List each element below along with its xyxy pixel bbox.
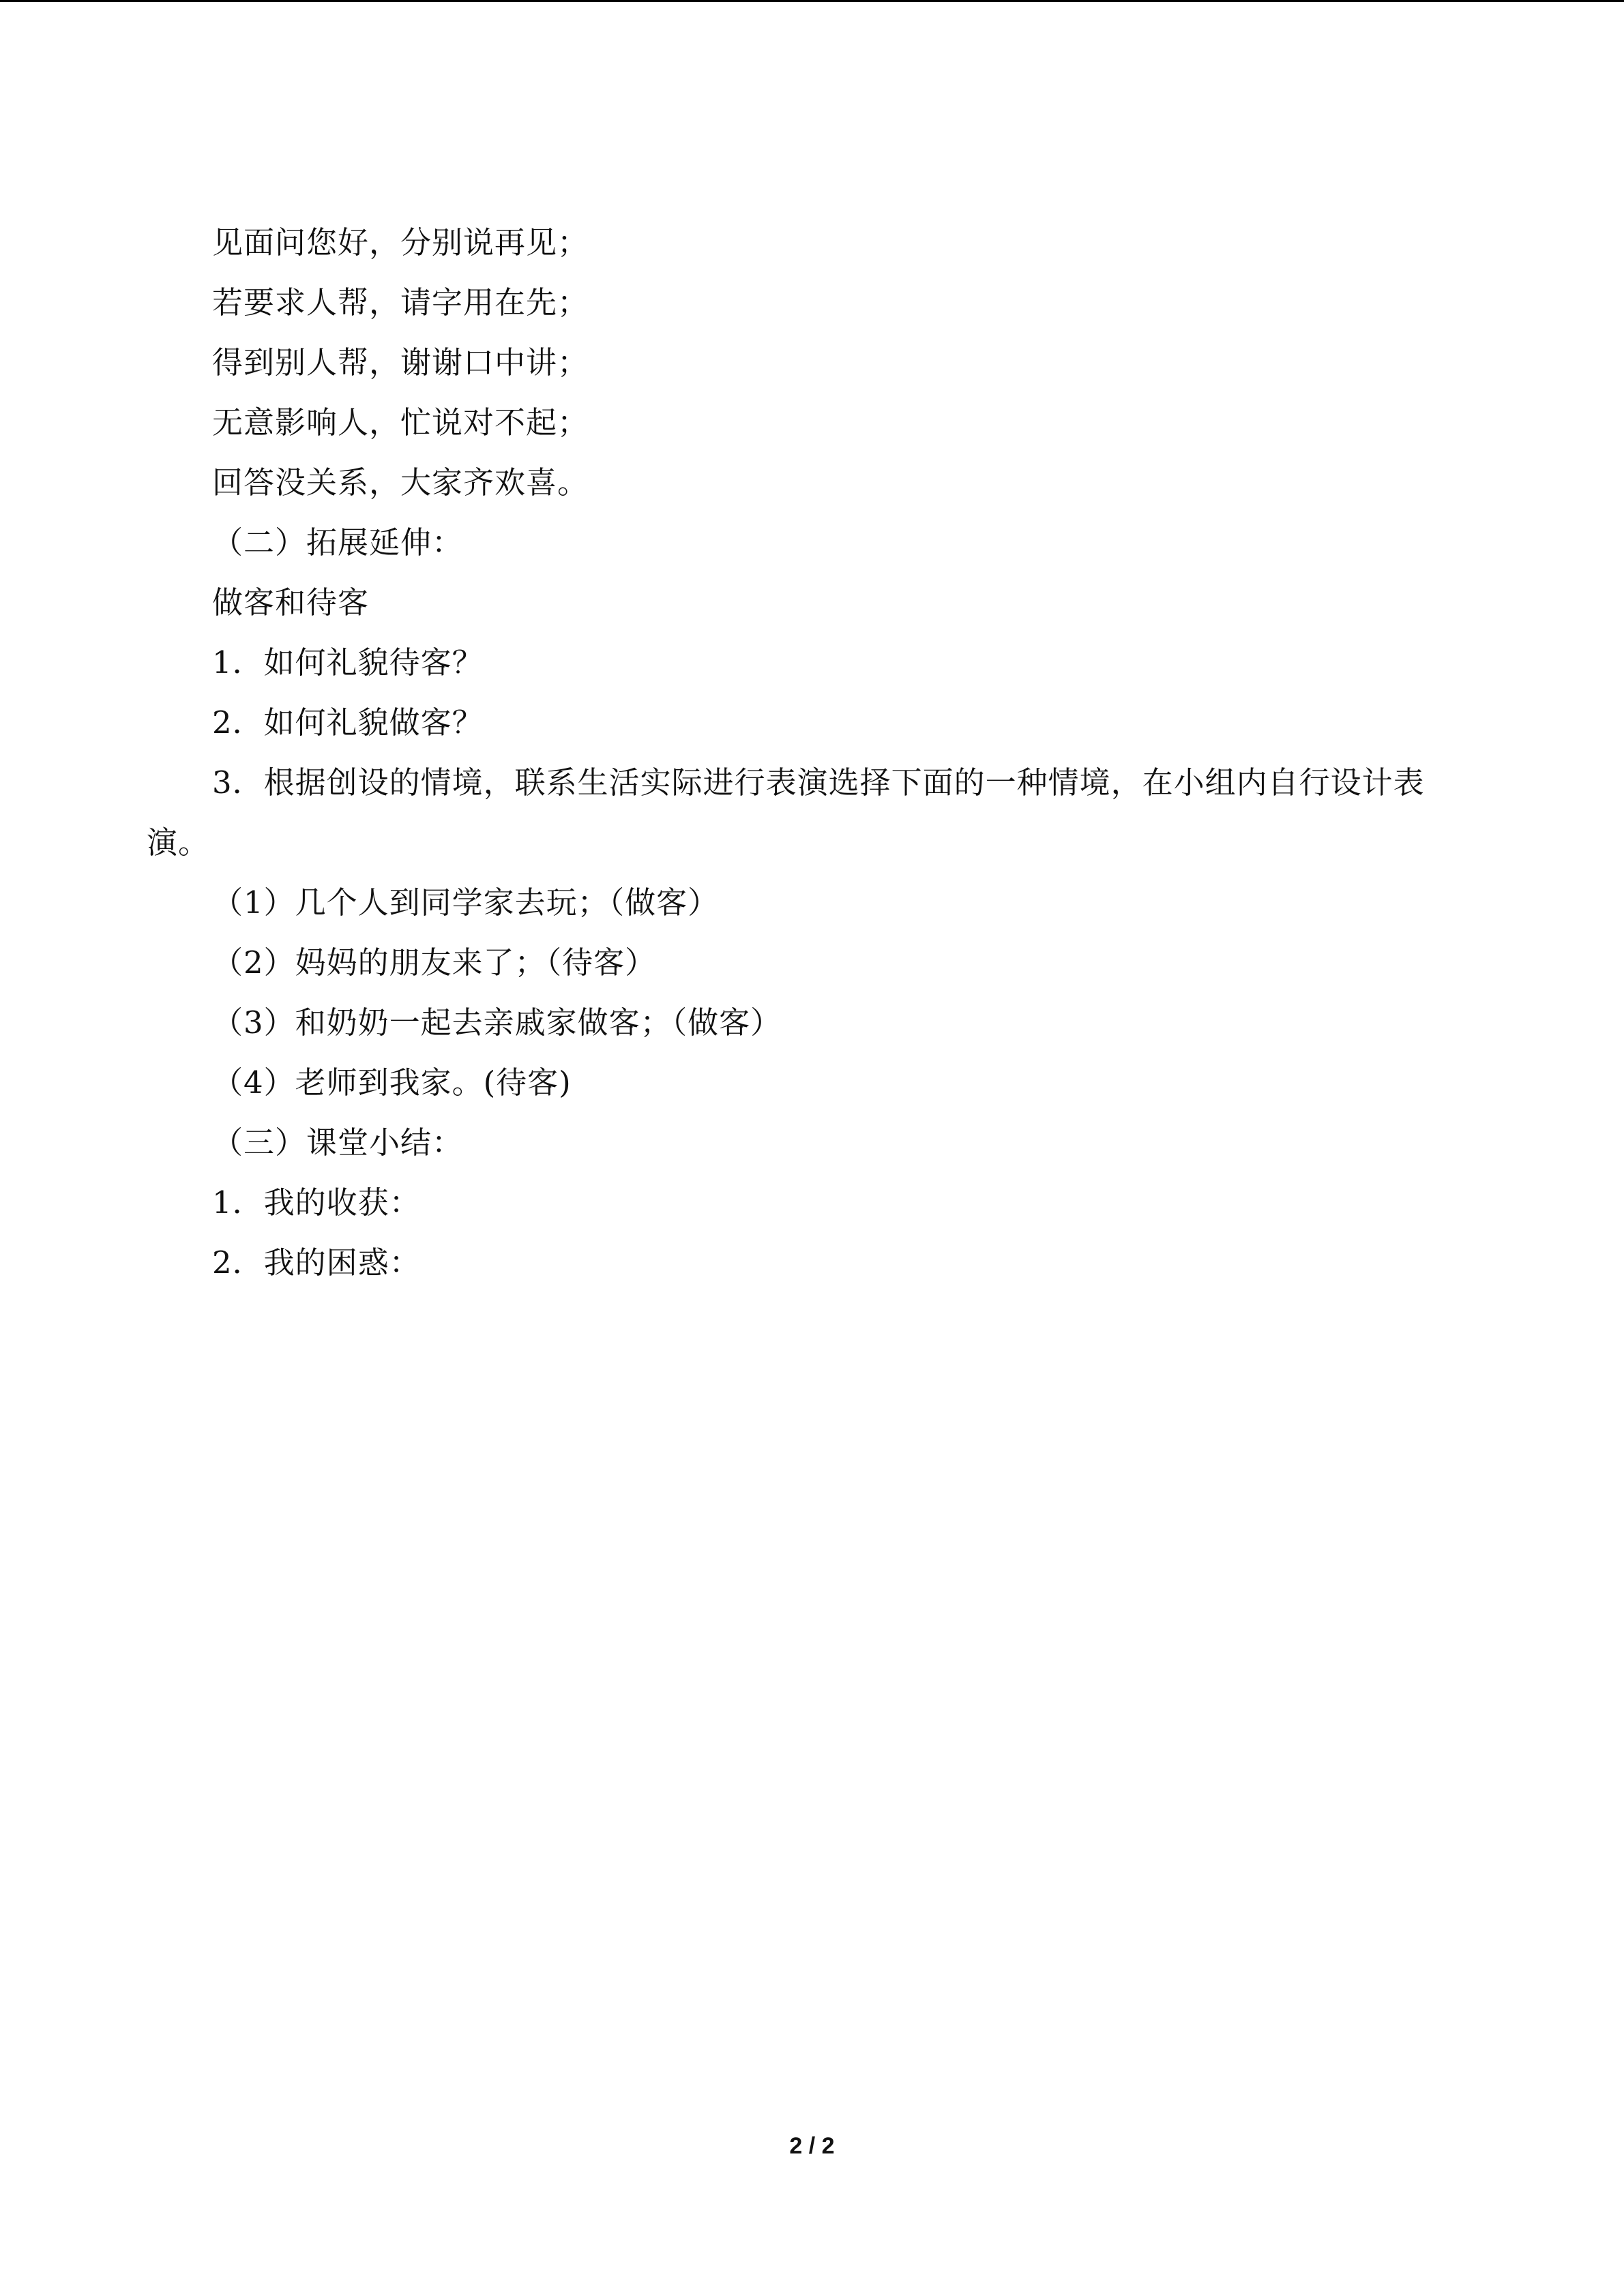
rhyme-line: 见面问您好，分别说再见；: [212, 224, 589, 260]
question-item: 2．如何礼貌做客？: [212, 704, 484, 741]
top-border-line: [0, 0, 1624, 2]
page-number: 2 / 2: [789, 2133, 835, 2159]
document-body: [147, 213, 1483, 1293]
scenario-item: （4）老师到我家。(待客): [212, 1064, 572, 1101]
summary-item: 2．我的困惑：: [212, 1244, 421, 1281]
rhyme-line: 得到别人帮，谢谢口中讲；: [212, 344, 589, 381]
question-item: 1．如何礼貌待客？: [212, 644, 484, 681]
rhyme-line: 若要求人帮，请字用在先；: [212, 284, 589, 320]
activity-paragraph: 3．根据创设的情境，联系生活实际进行表演选择下面的一种情境，在小组内自行设计表演。: [147, 764, 1425, 861]
summary-item: 1．我的收获：: [212, 1184, 421, 1221]
rhyme-line: 回答没关系，大家齐欢喜。: [212, 464, 589, 501]
section-heading-extension: （二）拓展延伸：: [212, 524, 464, 561]
rhyme-line: 无意影响人，忙说对不起；: [212, 404, 589, 441]
scenario-item: （1）几个人到同学家去玩；（做客）: [212, 884, 720, 921]
subtopic-title: 做客和待客: [212, 584, 370, 621]
scenario-item: （2）妈妈的朋友来了；（待客）: [212, 944, 657, 981]
section-heading-summary: （三）课堂小结：: [212, 1124, 464, 1161]
scenario-item: （3）和奶奶一起去亲戚家做客；（做客）: [212, 1004, 782, 1041]
